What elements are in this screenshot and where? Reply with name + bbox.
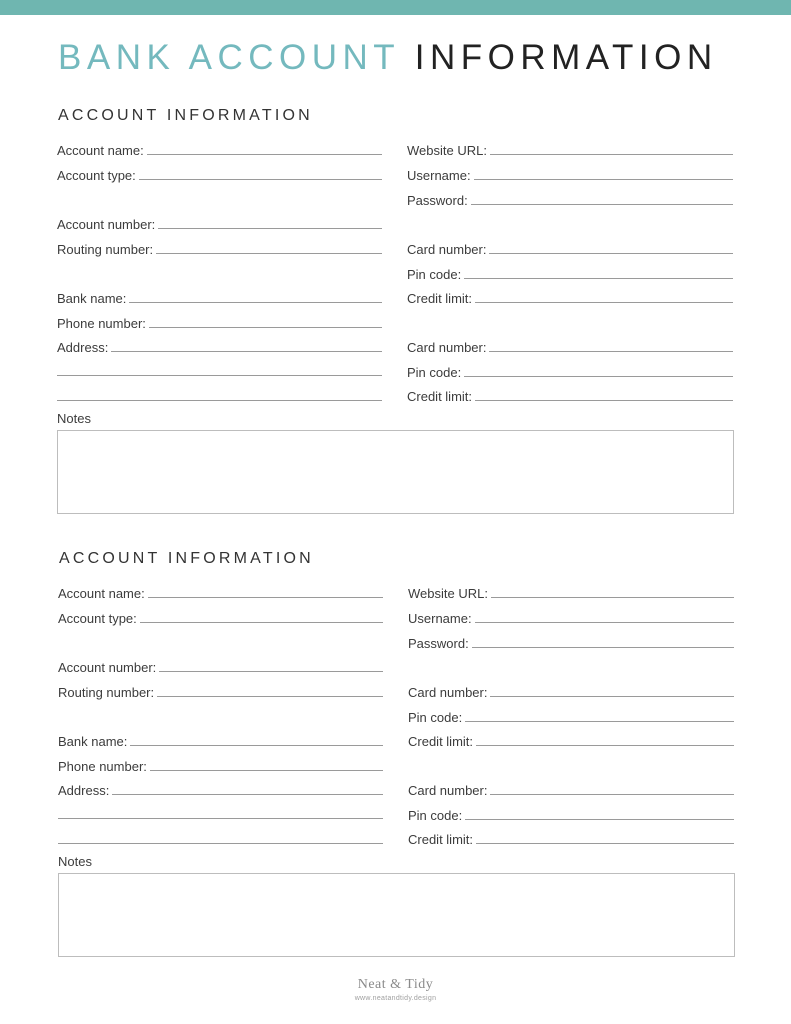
field-label: Card number: [407, 340, 487, 355]
account-section-2 [58, 549, 735, 959]
field-label: Credit limit: [408, 734, 474, 749]
card-number-field[interactable] [407, 239, 733, 257]
field-label: Website URL: [408, 586, 488, 601]
field-label: Card number: [407, 242, 487, 257]
address-line-2[interactable] [57, 375, 382, 376]
pin-code-field[interactable] [408, 707, 734, 725]
input-line[interactable] [129, 302, 382, 303]
input-line[interactable] [464, 376, 733, 377]
address-field[interactable] [57, 337, 382, 355]
username-field[interactable] [408, 608, 734, 626]
input-line[interactable] [465, 819, 734, 820]
footer-brand-logo: Neat & Tidy [357, 977, 434, 992]
field-label: Website URL: [407, 143, 487, 158]
credit-limit-field[interactable] [408, 829, 734, 847]
website-url-field[interactable] [407, 140, 733, 158]
address-field[interactable] [58, 780, 383, 798]
field-label: Username: [407, 168, 471, 183]
field-label: Card number: [408, 685, 488, 700]
page-title-main: INFORMATION [414, 38, 718, 77]
input-line[interactable] [491, 597, 734, 598]
account-type-field[interactable] [58, 608, 383, 626]
password-field[interactable] [408, 633, 734, 651]
field-label: Password: [408, 636, 469, 651]
phone-number-field[interactable] [57, 313, 382, 331]
notes-label: Notes [58, 854, 92, 869]
input-line[interactable] [148, 597, 383, 598]
website-url-field[interactable] [408, 583, 734, 601]
pin-code-field[interactable] [407, 362, 733, 380]
input-line[interactable] [476, 745, 734, 746]
field-label: Routing number: [58, 685, 155, 700]
address-line-3[interactable] [57, 400, 382, 401]
input-line[interactable] [465, 721, 734, 722]
field-label: Address: [58, 783, 110, 798]
card-number-field[interactable] [407, 337, 733, 355]
input-line[interactable] [111, 351, 382, 352]
footer-url: www.neatandtidy.design [354, 995, 437, 1002]
section-heading: ACCOUNT INFORMATION [59, 550, 314, 567]
input-line[interactable] [112, 794, 383, 795]
field-label: Phone number: [58, 759, 147, 774]
input-line[interactable] [464, 278, 733, 279]
field-label: Account name: [58, 586, 145, 601]
input-line[interactable] [471, 204, 733, 205]
field-label: Bank name: [57, 291, 127, 306]
input-line[interactable] [130, 745, 383, 746]
input-line[interactable] [490, 794, 734, 795]
account-name-field[interactable] [57, 140, 382, 158]
input-line[interactable] [489, 351, 733, 352]
field-label: Credit limit: [407, 389, 473, 404]
input-line[interactable] [476, 843, 734, 844]
input-line[interactable] [149, 327, 382, 328]
input-line[interactable] [147, 154, 382, 155]
field-label: Phone number: [57, 316, 146, 331]
account-number-field[interactable] [58, 657, 383, 675]
notes-box[interactable] [58, 873, 735, 957]
field-label: Account number: [57, 217, 156, 232]
field-label: Address: [57, 340, 109, 355]
notes-label: Notes [57, 411, 91, 426]
field-label: Credit limit: [408, 832, 474, 847]
input-line[interactable] [475, 302, 733, 303]
input-line[interactable] [158, 228, 382, 229]
field-label: Pin code: [407, 365, 462, 380]
card-number-field[interactable] [408, 780, 734, 798]
routing-number-field[interactable] [58, 682, 383, 700]
credit-limit-field[interactable] [407, 288, 733, 306]
field-label: Credit limit: [407, 291, 473, 306]
input-line[interactable] [156, 253, 382, 254]
section-heading: ACCOUNT INFORMATION [58, 107, 313, 124]
field-label: Account type: [58, 611, 137, 626]
input-line[interactable] [475, 622, 734, 623]
notes-box[interactable] [57, 430, 734, 514]
card-number-field[interactable] [408, 682, 734, 700]
field-label: Username: [408, 611, 472, 626]
input-line[interactable] [140, 622, 383, 623]
account-type-field[interactable] [57, 165, 382, 183]
bank-name-field[interactable] [58, 731, 383, 749]
credit-limit-field[interactable] [408, 731, 734, 749]
bank-name-field[interactable] [57, 288, 382, 306]
input-line[interactable] [475, 400, 733, 401]
address-line-2[interactable] [58, 818, 383, 819]
input-line[interactable] [150, 770, 383, 771]
account-number-field[interactable] [57, 214, 382, 232]
field-label: Routing number: [57, 242, 154, 257]
credit-limit-field[interactable] [407, 386, 733, 404]
routing-number-field[interactable] [57, 239, 382, 257]
field-label: Pin code: [408, 808, 463, 823]
field-label: Account number: [58, 660, 157, 675]
address-line-3[interactable] [58, 843, 383, 844]
page-title [58, 38, 718, 78]
input-line[interactable] [489, 253, 733, 254]
input-line[interactable] [490, 696, 734, 697]
input-line[interactable] [159, 671, 383, 672]
input-line[interactable] [474, 179, 733, 180]
field-label: Bank name: [58, 734, 128, 749]
page-title-accent: BANK ACCOUNT [58, 38, 400, 77]
account-name-field[interactable] [58, 583, 383, 601]
phone-number-field[interactable] [58, 756, 383, 774]
field-label: Account type: [57, 168, 136, 183]
pin-code-field[interactable] [408, 805, 734, 823]
pin-code-field[interactable] [407, 264, 733, 282]
input-line[interactable] [139, 179, 382, 180]
field-label: Pin code: [408, 710, 463, 725]
top-accent-bar [0, 0, 791, 15]
account-section-1 [57, 106, 734, 516]
password-field[interactable] [407, 190, 733, 208]
field-label: Card number: [408, 783, 488, 798]
field-label: Password: [407, 193, 468, 208]
input-line[interactable] [472, 647, 734, 648]
input-line[interactable] [157, 696, 383, 697]
input-line[interactable] [490, 154, 733, 155]
field-label: Pin code: [407, 267, 462, 282]
username-field[interactable] [407, 165, 733, 183]
field-label: Account name: [57, 143, 144, 158]
